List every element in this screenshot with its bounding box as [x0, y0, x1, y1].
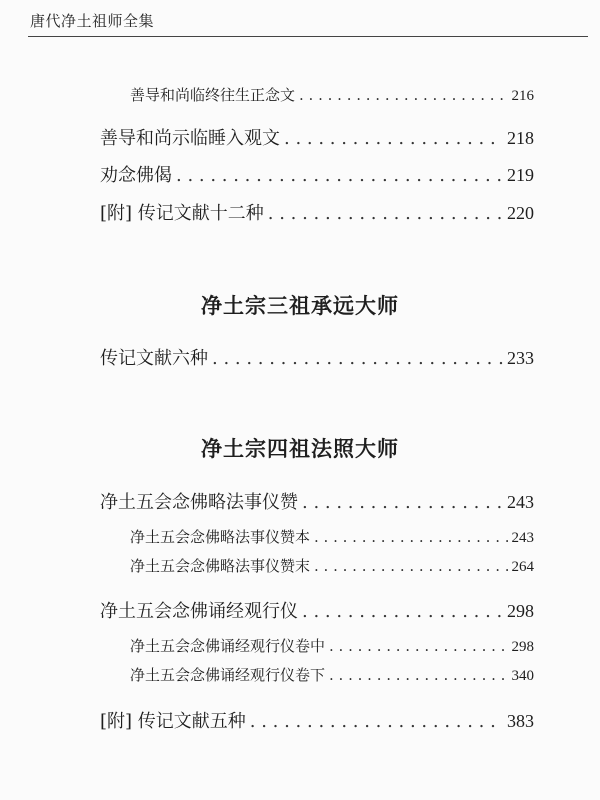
toc-entry-page: 243	[507, 492, 534, 512]
section-heading: 净土宗四祖法照大师	[201, 436, 399, 461]
leader-dots	[212, 348, 503, 369]
toc-entry-title: 善导和尚临终往生正念文	[130, 86, 296, 104]
leader-dots	[250, 711, 503, 732]
header-rule	[28, 36, 588, 37]
toc-entry-title: [附] 传记文献十二种	[100, 203, 264, 224]
toc-entry[interactable]	[100, 124, 534, 150]
toc-entry-title: [附] 传记文献五种	[100, 711, 246, 732]
leader-dots	[268, 203, 503, 224]
toc-entry[interactable]	[130, 526, 534, 547]
running-head: 唐代净土祖师全集	[30, 12, 155, 30]
leader-dots	[314, 557, 507, 575]
toc-entry-title: 净土五会念佛诵经观行仪卷下	[130, 666, 326, 684]
toc-entry[interactable]	[100, 597, 534, 623]
toc-entry-page: 219	[507, 165, 534, 185]
toc-entry[interactable]	[100, 707, 534, 733]
toc-entry[interactable]	[130, 664, 534, 685]
toc-entry-page: 298	[507, 601, 534, 621]
toc-entry-page: 340	[511, 668, 534, 684]
toc-entry-title: 传记文献六种	[100, 348, 208, 369]
leader-dots	[302, 601, 503, 622]
leader-dots	[302, 492, 503, 513]
toc-entry-title: 净土五会念佛诵经观行仪卷中	[130, 637, 326, 655]
toc-entry-page: 233	[507, 348, 534, 368]
toc-entry[interactable]	[100, 344, 534, 370]
leader-dots	[329, 666, 507, 684]
leader-dots	[329, 637, 507, 655]
leader-dots	[176, 165, 503, 186]
toc-entry[interactable]	[100, 161, 534, 187]
toc-entry-page: 243	[511, 530, 534, 546]
toc-entry-page: 383	[507, 711, 534, 731]
toc-entry-title: 净土五会念佛诵经观行仪	[100, 601, 298, 622]
toc-entry[interactable]	[100, 488, 534, 514]
toc-entry-page: 218	[507, 128, 534, 148]
leader-dots	[299, 86, 507, 104]
toc-entry-title: 净土五会念佛略法事仪赞末	[130, 557, 311, 575]
toc-entry-page: 216	[511, 88, 534, 104]
toc-entry-title: 净土五会念佛略法事仪赞本	[130, 528, 311, 546]
toc-entry-page: 264	[511, 559, 534, 575]
toc-entry-title: 净土五会念佛略法事仪赞	[100, 492, 298, 513]
toc-entry-title: 善导和尚示临睡入观文	[100, 128, 280, 149]
toc-entry[interactable]	[100, 199, 534, 225]
toc-entry[interactable]	[130, 84, 534, 105]
section-heading: 净土宗三祖承远大师	[201, 293, 399, 318]
toc-entry-page: 298	[511, 639, 534, 655]
leader-dots	[314, 528, 507, 546]
toc-entry[interactable]	[130, 635, 534, 656]
toc-entry-page: 220	[507, 203, 534, 223]
toc-entry[interactable]	[130, 555, 534, 576]
toc-entry-title: 劝念佛偈	[100, 165, 172, 186]
leader-dots	[284, 128, 503, 149]
